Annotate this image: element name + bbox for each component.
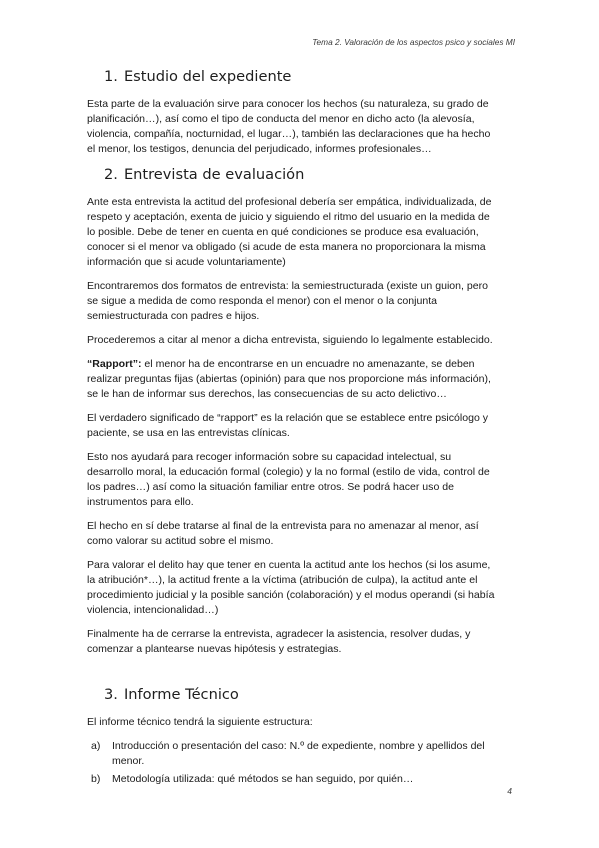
paragraph: El verdadero significado de “rapport” es la relación que se establece entre psicólogo y paciente, se usa en las entrevistas clínicas. [87, 412, 489, 439]
paragraph: Para valorar el delito hay que tener en cuenta la actitud ante los hechos (si los asume, la atribución*…), la actitud frente a la víctima (atribución de culpa), la actitud ante el procedimiento judicial y la posible sanción (colaboración) y el modus operandi (si había violencia, intencionalidad…) [87, 559, 495, 616]
section-heading-entrevista [104, 166, 515, 184]
paragraph: El hecho en sí debe tratarse al final de la entrevista para no amenazar al menor, así como valorar su actitud sobre el mismo. [87, 520, 479, 547]
paragraph: Esto nos ayudará para recoger información sobre su capacidad intelectual, su desarrollo moral, la educación formal (colegio) y la no formal (estilo de vida, control de los padres…) así como la situación familiar entre otros. Se podrá hacer uso de instrumentos para ello. [87, 451, 490, 508]
section-heading-informe [104, 686, 515, 704]
section-title: Estudio del expediente [123, 68, 292, 85]
paragraph-rapport: “Rapport”: el menor ha de encontrarse en un encuadre no amenazante, se deben realizar preguntas fijas (abiertas (opinión) para que nos proporcione más información), se le han de informar sus derechos, las consecuencias de su acto delictivo… [87, 358, 491, 400]
paragraph-intro: El informe técnico tendrá la siguiente estructura: [87, 716, 313, 728]
structure-list [87, 739, 515, 787]
document-body [87, 68, 515, 790]
rapport-label: “Rapport”: [87, 358, 142, 370]
list-item: b) Metodología utilizada: qué métodos se han seguido, por quién… [91, 773, 414, 785]
running-header-title: Tema 2. Valoración de los aspectos psico y sociales MI [312, 37, 515, 47]
section-heading-estudio [104, 68, 515, 86]
rapport-line-rest: el menor ha de encontrarse en un encuadre no amenazante, se deben [141, 358, 475, 370]
paragraph: Procederemos a citar al menor a dicha entrevista, siguiendo lo legalmente establecido. [87, 334, 493, 346]
list-marker: b) [91, 773, 101, 785]
section-number: 1. [104, 68, 118, 85]
paragraph: Ante esta entrevista la actitud del profesional debería ser empática, individualizada, de respeto y aceptación, exenta de juicio y siguiendo el ritmo del usuario en la medida de lo posible. Debe de tener en cuenta en qué condiciones se produce esa evaluación, conocer si el menor va obligado (si acude de esta manera no proporcionara la misma información que si acude voluntariamente) [87, 196, 492, 268]
list-marker: a) [91, 740, 101, 752]
paragraph: Esta parte de la evaluación sirve para conocer los hechos (su naturaleza, su grado de planificación…), así como el tipo de conducta del menor en dicho acto (la alevosía, violencia, compañía, nocturnidad, el lugar…), también las declaraciones que ha hecho el menor, los testigos, denuncia del perjudicado, informes profesionales… [87, 98, 491, 155]
page-number: 4 [507, 786, 512, 796]
paragraph: Finalmente ha de cerrarse la entrevista, agradecer la asistencia, resolver dudas, y comenzar a plantearse nuevas hipótesis y estrategias. [87, 628, 471, 655]
list-item: a) Introducción o presentación del caso: N.º de expediente, nombre y apellidos del menor. [91, 740, 485, 767]
section-number: 2. [104, 166, 118, 183]
paragraph: Encontraremos dos formatos de entrevista: la semiestructurada (existe un guion, pero se sigue a medida de como responda el menor) con el menor o la conjunta semiestructurada con padres e hijos. [87, 280, 488, 322]
section-title: Informe Técnico [123, 686, 239, 703]
section-number: 3. [104, 686, 118, 703]
section-title: Entrevista de evaluación [123, 166, 305, 183]
